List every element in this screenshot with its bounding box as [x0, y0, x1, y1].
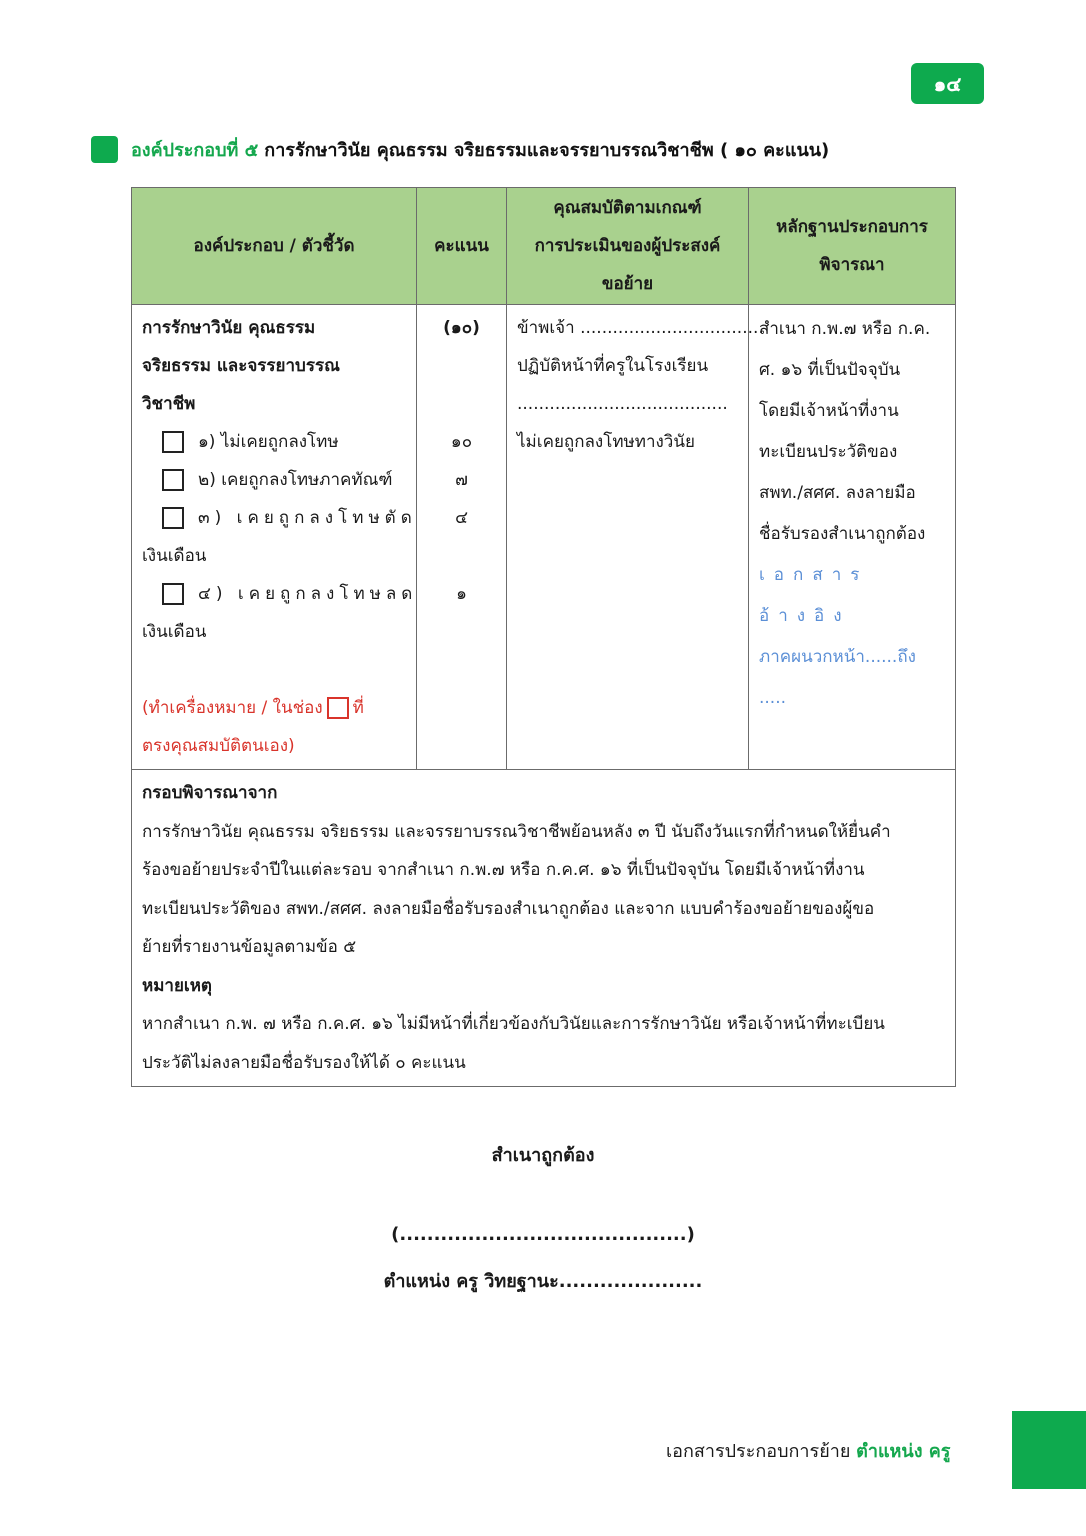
option-4-label: ๔) เคยถูกลงโทษลด: [198, 584, 418, 604]
option-2-label: ๒) เคยถูกลงโทษภาคทัณฑ์: [198, 470, 393, 490]
option-3-label: ๓) เคยถูกลงโทษตัด: [198, 508, 417, 528]
total-score: (๑๐): [443, 318, 480, 338]
option-2-score: ๗: [455, 470, 468, 490]
header-indicator: องค์ประกอบ / ตัวชี้วัด: [132, 188, 417, 305]
option-2-checkbox[interactable]: [162, 469, 184, 491]
note-line: หากสำเนา ก.พ. ๗ หรือ ก.ค.ศ. ๑๖ ไม่มีหน้าที่เกี่ยวข้องกับวินัยและการรักษาวินัย หรือเจ้าหน้าที่ทะเบียน: [142, 1014, 885, 1034]
score-cell: [417, 305, 507, 770]
framework-cell: [132, 770, 956, 1087]
qualification-line: ข้าพเจ้า ..................................: [517, 318, 764, 338]
header-qualification: คุณสมบัติตามเกณฑ์ การประเมินของผู้ประสงค์ ขอย้าย: [507, 188, 749, 305]
assessment-table: [131, 187, 956, 1087]
option-4-checkbox[interactable]: [162, 583, 184, 605]
framework-heading: กรอบพิจารณาจาก: [142, 783, 278, 803]
qualification-line: ปฏิบัติหน้าที่ครูในโรงเรียน: [517, 356, 709, 376]
section-label: องค์ประกอบที่ ๕: [131, 139, 259, 161]
option-3-checkbox[interactable]: [162, 507, 184, 529]
footer-doc-label: เอกสารประกอบการย้าย: [666, 1441, 851, 1462]
evidence-line: สพท./สศศ. ลงลายมือ: [759, 483, 916, 503]
footer-label: [666, 1436, 950, 1465]
qualification-line: .......................................: [517, 394, 728, 414]
option-2: [142, 461, 406, 499]
framework-line: ร้องขอย้ายประจำปีในแต่ละรอบ จากสำเนา ก.พ.๗ หรือ ก.ค.ศ. ๑๖ ที่เป็นปัจจุบัน โดยมีเจ้าหน้าที่งาน: [142, 860, 865, 880]
option-4-continuation: เงินเดือน: [142, 622, 207, 642]
evidence-line: สำเนา ก.พ.๗ หรือ ก.ค.: [759, 319, 931, 339]
option-4: [142, 575, 418, 613]
indicator-title-line: จริยธรรม และจรรยาบรรณ: [142, 356, 340, 376]
indicator-title-line: วิชาชีพ: [142, 394, 196, 414]
indicator-cell: [132, 305, 417, 770]
option-1-checkbox[interactable]: [162, 431, 184, 453]
framework-line: ทะเบียนประวัติของ สพท./สศศ. ลงลายมือชื่อรับรองสำเนาถูกต้อง และจาก แบบคำร้องขอย้ายของผู้ขอ: [142, 898, 875, 919]
option-1: [142, 423, 406, 461]
evidence-cell: [749, 305, 956, 770]
instruction-line-2: ตรงคุณสมบัติตนเอง): [142, 736, 295, 756]
header-evidence: หลักฐานประกอบการ พิจารณา: [749, 188, 956, 305]
framework-line: การรักษาวินัย คุณธรรม จริยธรรม และจรรยาบรรณวิชาชีพย้อนหลัง ๓ ปี นับถึงวันแรกที่กำหนดให้ยื่นคำ: [142, 821, 891, 842]
footer-position-label: ตำแหน่ง ครู: [856, 1441, 951, 1462]
instruction-line-1: (ทำเครื่องหมาย / ในช่อง ที่: [142, 698, 364, 718]
table-body-row: [132, 305, 956, 770]
option-4-score: ๑: [456, 584, 467, 604]
note-heading: หมายเหตุ: [142, 975, 212, 996]
section-bullet-icon: [91, 136, 118, 163]
evidence-reference-link[interactable]: เอกสารอ้างอิง: [759, 565, 869, 626]
evidence-line: โดยมีเจ้าหน้าที่งาน: [759, 401, 899, 421]
instruction-checkbox-icon: [327, 697, 349, 719]
option-1-label: ๑) ไม่เคยถูกลงโทษ: [198, 432, 339, 452]
signature-name-blank: (..........................................): [391, 1224, 695, 1245]
evidence-line: ทะเบียนประวัติของ: [759, 442, 898, 462]
section-title: การรักษาวินัย คุณธรรม จริยธรรมและจรรยาบรรณวิชาชีพ ( ๑๐ คะแนน): [264, 139, 830, 161]
page-number-badge: ๑๔: [911, 63, 984, 104]
evidence-appendix-dots: .....: [759, 688, 787, 708]
option-1-score: ๑๐: [450, 432, 473, 452]
evidence-line: ศ. ๑๖ ที่เป็นปัจจุบัน: [759, 360, 901, 380]
qualification-cell: [507, 305, 764, 770]
evidence-appendix-link[interactable]: ภาคผนวกหน้า......ถึง: [759, 647, 916, 667]
section-heading: [91, 134, 829, 164]
framework-row: [132, 770, 956, 1087]
corner-decoration: [1012, 1411, 1086, 1489]
qualification-line: ไม่เคยถูกลงโทษทางวินัย: [517, 432, 695, 452]
option-3: [142, 499, 417, 537]
evidence-line: ชื่อรับรองสำเนาถูกต้อง: [759, 524, 926, 544]
certified-copy-label: สำเนาถูกต้อง: [491, 1145, 595, 1166]
header-score: คะแนน: [417, 188, 507, 305]
option-3-continuation: เงินเดือน: [142, 546, 207, 566]
note-line: ประวัติไม่ลงลายมือชื่อรับรองให้ได้ ๐ คะแนน: [142, 1052, 466, 1073]
table-header-row: [132, 188, 956, 305]
framework-line: ย้ายที่รายงานข้อมูลตามข้อ ๕: [142, 937, 357, 957]
indicator-title-line: การรักษาวินัย คุณธรรม: [142, 318, 316, 338]
option-3-score: ๔: [455, 508, 468, 528]
signature-position: ตำแหน่ง ครู วิทยฐานะ.....................: [383, 1271, 703, 1292]
